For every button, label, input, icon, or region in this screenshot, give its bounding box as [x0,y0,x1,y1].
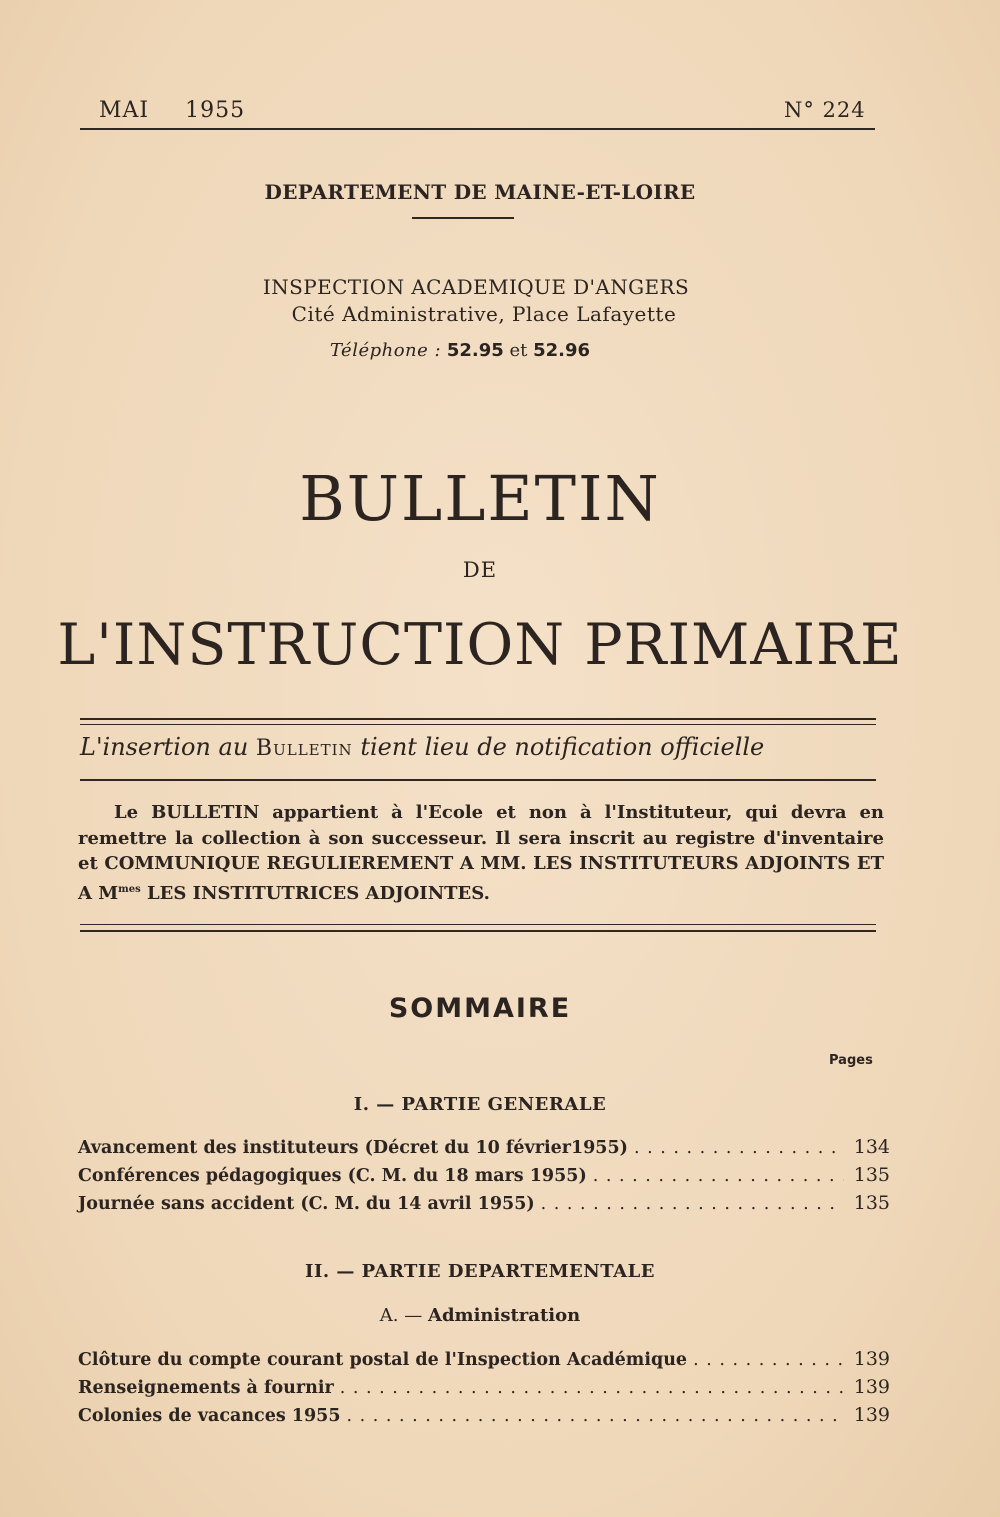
insertion-part-3: tient lieu de notification officielle [360,733,765,761]
toc-entry-title: Renseignements à fournir [78,1378,334,1398]
pages-column-label: Pages [829,1053,873,1068]
notice-text-b: LES INSTITUTRICES ADJOINTES. [140,882,490,904]
double-rule-bottom-2 [80,930,876,932]
title-bulletin: BULLETIN [299,462,661,535]
insertion-rule [80,779,876,781]
sommaire-heading: SOMMAIRE [388,993,572,1024]
notice-text-a: Le BULLETIN appartient à l'Ecole et non à l'Instituteur, qui devra en remettre la collection à son successeur. Il sera inscrit au registre d'inventaire et COMMUNIQUE REGULIEREMENT A MM. LES INSTITUTEURS ADJOINTS ET A M [78,802,884,904]
toc-entry-page: 135 [853,1192,890,1214]
double-rule-top-2 [80,724,876,725]
toc-entry-page: 139 [853,1404,890,1426]
section-1-toc [78,1136,890,1220]
phone-and: et [509,340,528,361]
toc-leader-dots [634,1138,844,1158]
toc-entry-title: Clôture du compte courant postal de l'Inspection Académique [78,1350,688,1370]
ownership-notice [78,800,884,906]
toc-entry-page: 135 [853,1164,890,1186]
title-instruction-primaire: L'INSTRUCTION PRIMAIRE [57,612,903,678]
header-date [99,98,245,123]
subsection-a-heading [0,1305,980,1326]
toc-leader-dots [340,1378,844,1398]
toc-leader-dots [347,1406,845,1426]
section-2-heading: II. — PARTIE DEPARTEMENTALE [305,1261,655,1282]
subsection-a-prefix: A. — [379,1305,423,1326]
toc-entry [78,1164,890,1192]
header-year: 1955 [185,98,246,123]
header-issue-number: N° 224 [784,98,866,122]
toc-leader-dots [541,1194,844,1214]
section-2-toc [78,1348,890,1432]
phone-number-1: 52.95 [446,340,504,361]
toc-entry-page: 139 [853,1348,890,1370]
insertion-part-1: L'insertion au [80,733,249,761]
toc-entry-title: Avancement des instituteurs (Décret du 10 février1955) [78,1138,628,1158]
department-name: DEPARTEMENT DE MAINE-ET-LOIRE [264,180,696,204]
toc-leader-dots [693,1350,844,1370]
toc-entry [78,1192,890,1220]
toc-entry-page: 139 [853,1376,890,1398]
toc-entry [78,1376,890,1404]
title-de: DE [462,558,498,582]
toc-entry [78,1404,890,1432]
insertion-part-2: Bulletin [255,736,353,761]
inspection-name: INSPECTION ACADEMIQUE D'ANGERS [262,275,690,299]
inspection-address: Cité Administrative, Place Lafayette [291,302,677,326]
toc-entry-title: Journée sans accident (C. M. du 14 avril 1955) [78,1194,535,1214]
phone-number-2: 52.96 [533,340,591,361]
notice-superscript: mes [118,883,141,895]
header-month: MAI [99,98,150,123]
toc-entry [78,1136,890,1164]
inspection-phone [0,340,960,361]
toc-entry-title: Conférences pédagogiques (C. M. du 18 mars 1955) [78,1166,587,1186]
toc-entry [78,1348,890,1376]
subsection-a-name: Administration [427,1305,581,1326]
header-rule [80,128,875,130]
toc-leader-dots [593,1166,844,1186]
double-rule-bottom-1 [80,924,876,925]
insertion-notice [80,733,890,761]
double-rule-top-1 [80,718,876,720]
toc-entry-title: Colonies de vacances 1955 [78,1406,341,1426]
department-underline [412,217,514,219]
toc-entry-page: 134 [853,1136,890,1158]
section-1-heading: I. — PARTIE GENERALE [353,1094,607,1115]
phone-label: Téléphone : [329,340,442,361]
